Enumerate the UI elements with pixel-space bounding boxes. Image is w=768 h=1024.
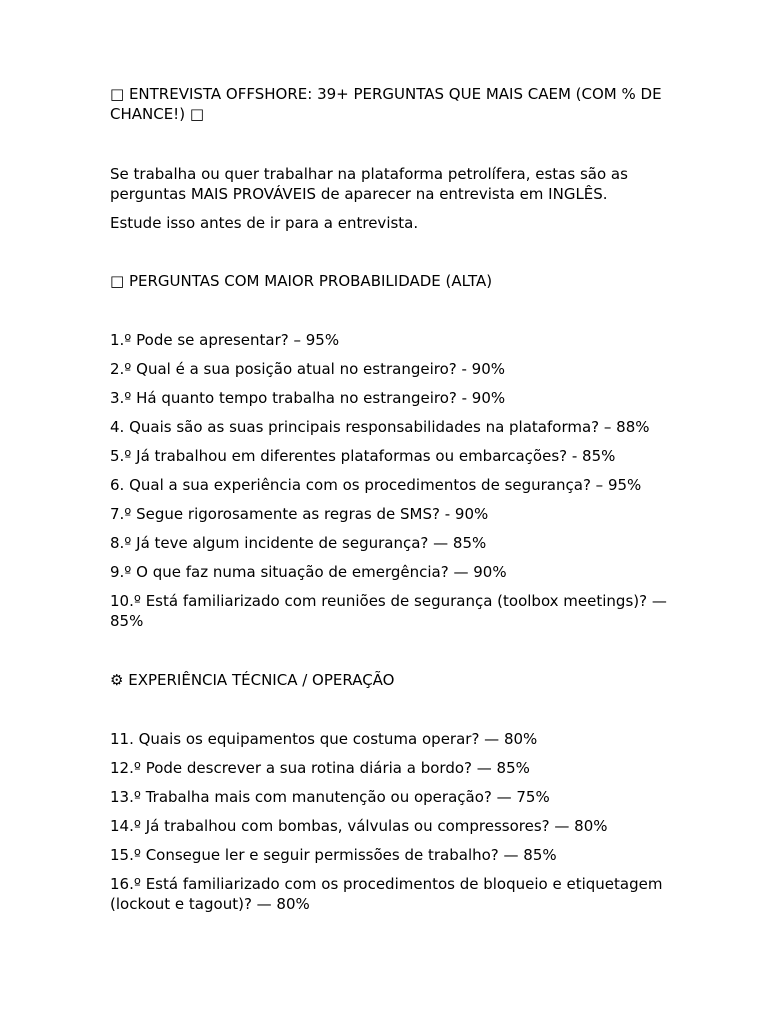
document-page xyxy=(110,84,670,923)
question-item: 12.º Pode descrever a sua rotina diária a bordo? — 85% xyxy=(110,759,530,777)
question-item: 9.º O que faz numa situação de emergência? — 90% xyxy=(110,563,507,581)
section-heading-technical-experience: ⚙ EXPERIÊNCIA TÉCNICA / OPERAÇÃO xyxy=(110,671,395,689)
section-heading-high-probability: □ PERGUNTAS COM MAIOR PROBABILIDADE (ALTA) xyxy=(110,272,493,290)
question-item: 3.º Há quanto tempo trabalha no estrangeiro? - 90% xyxy=(110,389,506,407)
question-item: 16.º Está familiarizado com os procedimentos de bloqueio e etiquetagem (lockout e tagout)? — 80% xyxy=(110,875,663,913)
question-item: 13.º Trabalha mais com manutenção ou operação? — 75% xyxy=(110,788,550,806)
question-item: 11. Quais os equipamentos que costuma operar? — 80% xyxy=(110,730,538,748)
question-item: 8.º Já teve algum incidente de segurança? — 85% xyxy=(110,534,487,552)
document-title: □ ENTREVISTA OFFSHORE: 39+ PERGUNTAS QUE MAIS CAEM (COM % DE CHANCE!) □ xyxy=(110,85,662,123)
intro-paragraph-2: Estude isso antes de ir para a entrevista. xyxy=(110,214,419,232)
question-item: 15.º Consegue ler e seguir permissões de trabalho? — 85% xyxy=(110,846,557,864)
question-item: 2.º Qual é a sua posição atual no estrangeiro? - 90% xyxy=(110,360,506,378)
question-item: 10.º Está familiarizado com reuniões de segurança (toolbox meetings)? — 85% xyxy=(110,592,667,630)
question-item: 1.º Pode se apresentar? – 95% xyxy=(110,331,340,349)
question-item: 6. Qual a sua experiência com os procedimentos de segurança? – 95% xyxy=(110,476,642,494)
question-item: 7.º Segue rigorosamente as regras de SMS? - 90% xyxy=(110,505,489,523)
question-item: 5.º Já trabalhou em diferentes plataformas ou embarcações? - 85% xyxy=(110,447,616,465)
question-item: 14.º Já trabalhou com bombas, válvulas ou compressores? — 80% xyxy=(110,817,608,835)
intro-paragraph-1: Se trabalha ou quer trabalhar na plataforma petrolífera, estas são as perguntas MAIS PROVÁVEIS de aparecer na entrevista em INGLÊS. xyxy=(110,165,628,203)
question-item: 4. Quais são as suas principais responsabilidades na plataforma? – 88% xyxy=(110,418,650,436)
